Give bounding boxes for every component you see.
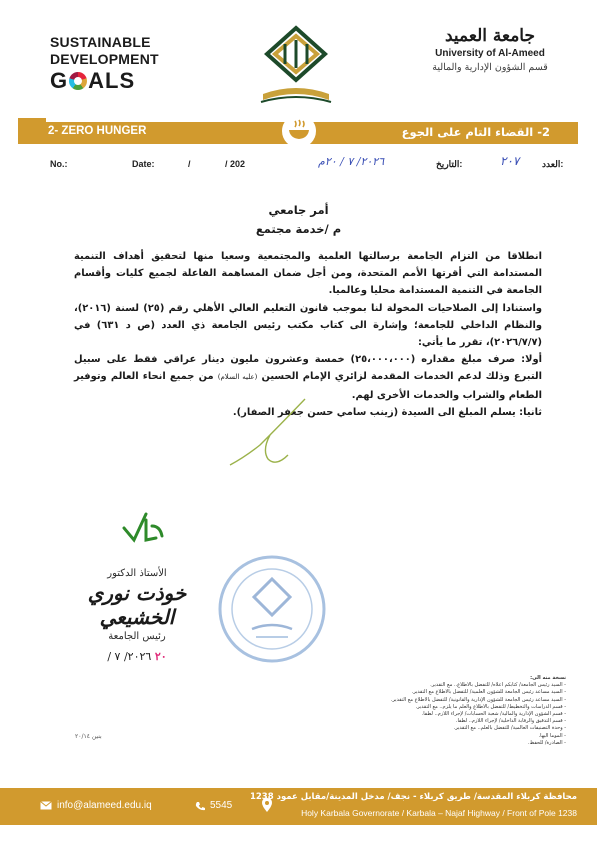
sdg-line-2: DEVELOPMENT [50, 51, 159, 67]
official-stamp-icon [216, 553, 328, 665]
university-name-ar: جامعة العميد [444, 26, 535, 46]
body-item-1-honorific: (عليه السلام) [217, 373, 258, 382]
copies-line: - قسم الدراسات والتخطيط/ للتفضل بالاطلاع والعلم ما يلزم.. مع التقدير. [415, 703, 566, 710]
footer [0, 788, 597, 825]
mail-icon [40, 801, 52, 810]
signature-block [62, 568, 212, 663]
date-value-ar: ٢٠٢٦/ ٧ / ٢٠م [318, 155, 385, 168]
footer-phone-text: 5545 [210, 800, 233, 811]
footer-email [40, 800, 152, 811]
body-paragraph-1: انطلاقا من التزام الجامعة برسالتها العلمية والمجتمعية وسعيا منها لتحقيق أهداف التنمية المستدامة التي أقرتها الأمم المتحدة، ومن أجل ضمان المساهمة الفاعلة لجميع كليات وأقسام الجامعة في التنمية المستدامة محليا وعالميا. [74, 251, 542, 297]
handwritten-initial [210, 395, 320, 475]
body-item-1-text: أولا: صرف مبلغ مقداره (٢٥،٠٠٠،٠٠٠) خمسة وعشرون مليون دينار عراقي فقط على سبيل التبرع وذلك لدعم الخدمات المقدمة لزائري الإمام الحسين [74, 354, 542, 383]
copies-line: - وحدة التصنيفات العالمية/ للتفضل بالعلم.. مع التقدير. [453, 725, 566, 732]
copies-line: - السيد مساعد رئيس الجامعة للشؤون الإدارية والقانونية/ للتفضل بالاطلاع مع التقدير. [390, 696, 566, 703]
signer-title: الأستاذ الدكتور [107, 568, 167, 579]
copies-heading: نسخة منه الى: [530, 675, 566, 681]
body-item-2: ثانيا: يسلم المبلغ الى السيدة (زينب سامي حسن جعفر الصفار). [232, 406, 542, 418]
signature-date-day: ٢٠ [154, 650, 167, 663]
document-title: أمر جامعي [268, 203, 329, 217]
sdg-wheel-icon [69, 72, 87, 90]
signer-position: رئيس الجامعة [108, 631, 166, 642]
sdg-goals-g: G [50, 68, 69, 93]
number-value-ar: ٢٠٧ [500, 154, 520, 168]
banner-label-ar: 2- القضاء التام على الجوع [401, 125, 550, 139]
signature-date [62, 650, 212, 663]
footer-address-en: Holy Karbala Governorate / Karbala – Najaf Highway / Front of Pole 1238 [301, 808, 577, 818]
approval-signature [120, 510, 170, 544]
department-name: قسم الشؤون الإدارية والمالية [432, 62, 548, 73]
copies-list [376, 675, 566, 747]
sdg-line-1: SUSTAINABLE [50, 34, 151, 50]
signature-date-rest: ٢٠٢٦/ ٧ / [107, 650, 152, 663]
banner-label-en: 2- ZERO HUNGER [48, 125, 147, 137]
number-label-en: No.: [50, 159, 68, 169]
date-label-ar: التاريخ: [436, 159, 463, 169]
copies-line: - السيد مساعد رئيس الجامعة للشؤون العلمية/ للتفضل بالاطلاع مع التقدير. [411, 689, 566, 696]
university-name-en: University of Al-Ameed [435, 48, 545, 59]
date-label-en: Date: [132, 159, 155, 169]
bowl-icon [287, 118, 311, 142]
footer-phone [195, 800, 232, 811]
date-slash: / [188, 159, 191, 169]
page-number: بنين ٢٠/١٤ [75, 733, 102, 740]
document-subtitle: م /خدمة مجتمع [255, 222, 342, 236]
number-label-ar: العدد: [542, 159, 564, 169]
phone-icon [195, 801, 205, 811]
signer-name: خوذت نوري الخشيعي [87, 581, 187, 629]
body-paragraph-2: واستنادا إلى الصلاحيات المخولة لنا بموجب قانون التعليم العالي الأهلي رقم (٢٥) لسنة (٢٠١٦)، والنظام الداخلي للجامعة؛ وإشارة الى كتاب مكتب رئيس الجامعة ذي العدد (ص د ٦٣١) في (٢٠٢٦/٧/٧)، تقرر ما يأتي: [74, 302, 542, 349]
university-header [420, 26, 560, 73]
copies-line: - قسم الشؤون الإدارية والمالية/ شعبة الحسابات/ لإجراء اللازم.. لطفا. [421, 711, 566, 718]
sdg-logo [50, 34, 170, 94]
footer-address-ar: محافظة كربلاء المقدسة/ طريق كربلاء - نجف/ مدخل المدينة/مقابل عمود 1238 [249, 792, 577, 802]
copies-line: - الصادرة/ للحفظ. [528, 739, 566, 746]
copies-line: - الموما اليها. [538, 732, 566, 739]
sdg-goals-rest: ALS [88, 68, 136, 93]
footer-email-text: info@alameed.edu.iq [57, 800, 152, 811]
date-year: / 202 [225, 159, 246, 169]
sdg-goals [50, 68, 170, 94]
university-emblem-icon [255, 22, 337, 114]
body-item-1-end: من جميع انحاء العالم وتوفير الطعام والشراب والخدمات الأخرى لهم. [74, 371, 542, 401]
copies-line: - قسم التدقيق والرقابة الداخلية/ لإجراء اللازم.. لطفا. [455, 718, 566, 725]
copies-line: - السيد رئيس الجامعة/ كتابكم اعلاه/ للتفضل بالاطلاع.. مع التقدير. [430, 682, 566, 689]
